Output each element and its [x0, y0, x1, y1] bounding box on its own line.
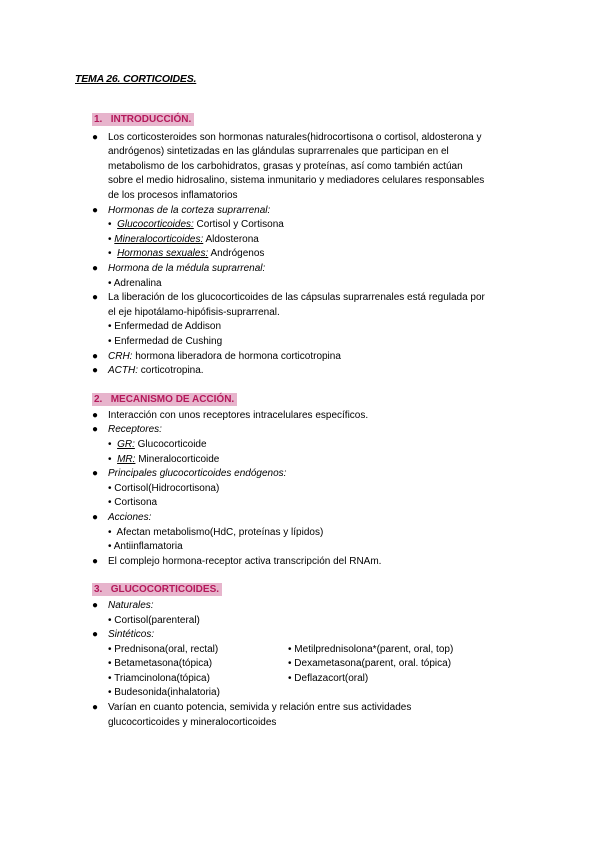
liberacion-line-2: el eje hipotálamo-hipófisis-suprarrenal.	[108, 307, 280, 318]
sintetico-item: • Prednisona(oral, rectal)	[108, 644, 219, 655]
bullet: ●	[92, 263, 99, 274]
liberacion-line-1: La liberación de los glucocorticoides de las cápsulas suprarrenales está regulada por	[108, 292, 485, 303]
cortisol-parenteral-item: • Cortisol(parenteral)	[108, 615, 200, 626]
sintetico-item: • Budesonida(inhalatoria)	[108, 687, 220, 698]
afectan-item: • Afectan metabolismo(HdC, proteínas y lípidos)	[108, 527, 324, 538]
bullet: ●	[92, 292, 99, 303]
varian-line-2: glucocorticoides y mineralocorticoides	[108, 717, 277, 728]
bullet: ●	[92, 132, 99, 143]
bullet: ●	[92, 468, 99, 479]
intro-line-5: de los procesos inflamatorios	[108, 190, 238, 201]
bullet: ●	[92, 205, 99, 216]
crh-item: CRH: hormona liberadora de hormona corticotropina	[108, 351, 341, 362]
gr-item: • GR: Glucocorticoide	[108, 439, 207, 450]
antiinf-item: • Antiinflamatoria	[108, 541, 183, 552]
adrenalina-item: • Adrenalina	[108, 278, 162, 289]
intro-line-1: Los corticosteroides son hormonas naturales(hidrocortisona o cortisol, aldosterona y	[108, 132, 482, 143]
acth-item: ACTH: corticotropina.	[108, 365, 204, 376]
intro-line-3: metabolismo de los carbohidratos, grasas y proteínas, así como también actúan	[108, 161, 463, 172]
sintetico-item: • Deflazacort(oral)	[288, 673, 369, 684]
mr-item: • MR: Mineralocorticoide	[108, 454, 220, 465]
interaccion-item: Interacción con unos receptores intracelulares específicos.	[108, 410, 369, 421]
complejo-item: El complejo hormona-receptor activa transcripción del RNAm.	[108, 556, 382, 567]
bullet: ●	[92, 556, 99, 567]
bullet: ●	[92, 512, 99, 523]
intro-line-4: sobre el medio hidrosalino, sistema inmunitario y mediadores celulares responsables	[108, 175, 485, 186]
bullet: ●	[92, 351, 99, 362]
cortisol-item: • Cortisol(Hidrocortisona)	[108, 483, 220, 494]
mineral-item: • Mineralocorticoides: Aldosterona	[108, 234, 259, 245]
naturales-heading: Naturales:	[108, 600, 154, 611]
bullet: ●	[92, 629, 99, 640]
cortisona-item: • Cortisona	[108, 497, 158, 508]
acciones-heading: Acciones:	[108, 512, 152, 523]
sintetico-item: • Betametasona(tópica)	[108, 658, 213, 669]
bullet: ●	[92, 600, 99, 611]
receptores-heading: Receptores:	[108, 424, 162, 435]
principales-heading: Principales glucocorticoides endógenos:	[108, 468, 287, 479]
bullet: ●	[92, 365, 99, 376]
sintetico-item: • Triamcinolona(tópica)	[108, 673, 210, 684]
section-heading-3: 3. GLUCOCORTICOIDES.	[92, 584, 222, 595]
bullet: ●	[92, 410, 99, 421]
gluco-item: • Glucocorticoides: Cortisol y Cortisona	[108, 219, 284, 230]
corteza-heading: Hormonas de la corteza suprarrenal:	[108, 205, 271, 216]
sintetico-item: • Metilprednisolona*(parent, oral, top)	[288, 644, 454, 655]
varian-line-1: Varían en cuanto potencia, semivida y relación entre sus actividades	[108, 702, 412, 713]
medula-heading: Hormona de la médula suprarrenal:	[108, 263, 266, 274]
section-heading-2: 2. MECANISMO DE ACCIÓN.	[92, 394, 237, 405]
sinteticos-heading: Sintéticos:	[108, 629, 155, 640]
addison-item: • Enfermedad de Addison	[108, 321, 222, 332]
section-heading-1: 1. INTRODUCCIÓN.	[92, 114, 194, 125]
bullet: ●	[92, 702, 99, 713]
intro-line-2: andrógenos) sintetizadas en las glándulas suprarrenales que participan en el	[108, 146, 449, 157]
document-title: TEMA 26. CORTICOIDES.	[75, 73, 197, 85]
sex-item: • Hormonas sexuales: Andrógenos	[108, 248, 265, 259]
bullet: ●	[92, 424, 99, 435]
cushing-item: • Enfermedad de Cushing	[108, 336, 223, 347]
sintetico-item: • Dexametasona(parent, oral. tópica)	[288, 658, 452, 669]
